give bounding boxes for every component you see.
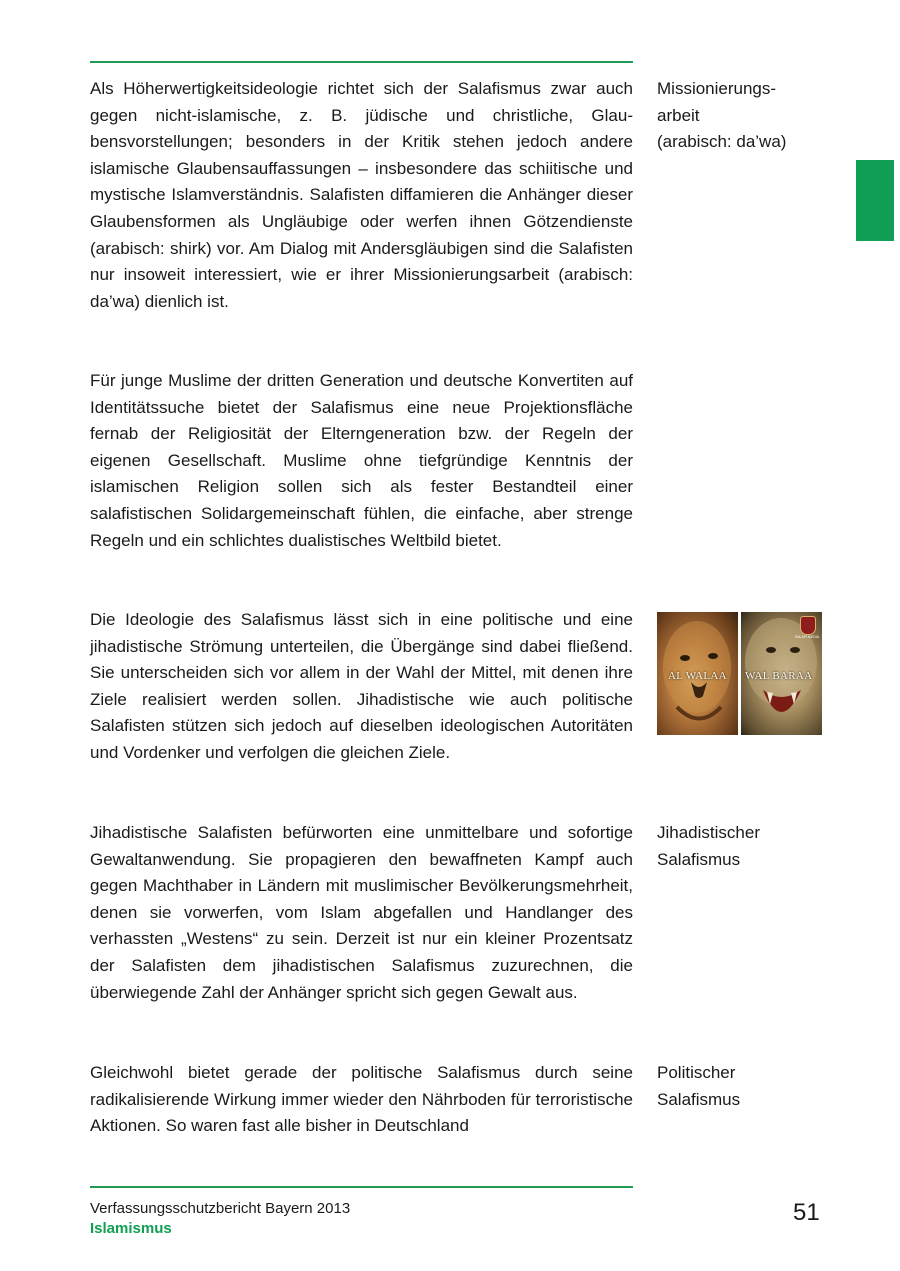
media-badge-icon [800,616,816,635]
paragraph-4: Jihadistische Salafisten befürworten eine unmittelbare und sofortige Gewaltanwendung. Sie propagieren den bewaffneten Kampf auch gegen Machthaber in Ländern mit muslimischer Bevölkerungsmehrheit, denen sie vorwerfen, vom Islam abgefallen und Handlanger des verhassten „Westens“ zu sein. Derzeit ist nur ein kleiner Prozentsatz der Salafisten dem jihadistischen Salafismus zuzurechnen, die überwiegende Zahl der Anhänger spricht sich gegen Gewalt aus. [90,823,633,1002]
footer-section-name: Islamismus [90,1220,172,1237]
figure-label-right: WAL BARAA [745,670,813,682]
top-divider [90,61,633,63]
lion-image-right [741,612,822,735]
footer-divider [90,1186,633,1188]
footer-publication-title: Verfassungsschutzbericht Bayern 2013 [90,1200,351,1217]
paragraph-3: Die Ideologie des Salafismus lässt sich in eine politische und eine jihadistische Strömung unterteilen, die Übergänge sind dabei fließend. Sie unterscheiden sich vor allem in der Wahl der Mittel, mit denen ihre Ziele realisiert werden sollen. Jihadistische wie auch politische Salafisten stützen sich jedoch auf dieselben ideologischen Autoritäten und Vordenker und verfolgen die gleichen Ziele. [90,610,633,762]
margin-note-missionierung: Missionierungs- arbeit (arabisch: da’wa) [657,79,787,152]
media-badge-text: SALAFI MEDIA [794,635,819,639]
figure-label-left: AL WALAA [668,670,727,682]
paragraph-2: Für junge Muslime der dritten Generation und deutsche Konvertiten auf Identitätssuche bietet der Salafismus eine neue Projektionsfläche fernab der Religiosität der Elterngeneration bzw. der Regeln der eigenen Gesellschaft. Muslime ohne tiefgründige Kenntnis der islamischen Religion sollen sich als fester Bestandteil einer salafistischen Solidargemeinschaft fühlen, die einfache, aber strenge Regeln und ein schlichtes dualistisches Weltbild bietet. [90,371,633,550]
paragraph-1: Als Höherwertigkeitsideologie richtet sich der Salafismus zwar auch gegen nicht-islamische, z. B. jüdische und christliche, Glaubensvorstellungen; besonders in der Kritik stehen jedoch andere islamische Glaubensauffassungen – insbesondere das schiitische und mystische Islamverständnis. Salafisten diffamieren die Anhänger dieser Glaubensformen als Ungläubige oder werfen ihnen Götzendienste (arabisch: shirk) vor. Am Dialog mit Andersgläubigen sind die Salafisten nur insoweit interessiert, wie er ihrer Missionierungsarbeit (arabisch: da’wa) dienlich ist. [90,79,633,311]
chapter-tab-marker [856,160,894,241]
paragraph-5: Gleichwohl bietet gerade der politische Salafismus durch seine radikalisierende Wirkung immer wieder den Nährboden für terroristische Aktionen. So waren fast alle bisher in Deutschland [90,1063,633,1136]
margin-note-politisch: Politischer Salafismus [657,1063,741,1109]
lion-propaganda-image [657,612,822,735]
margin-note-jihadistisch: Jihadistischer Salafismus [657,823,760,869]
page-number: 51 [793,1199,820,1226]
lion-image-left [657,612,738,735]
